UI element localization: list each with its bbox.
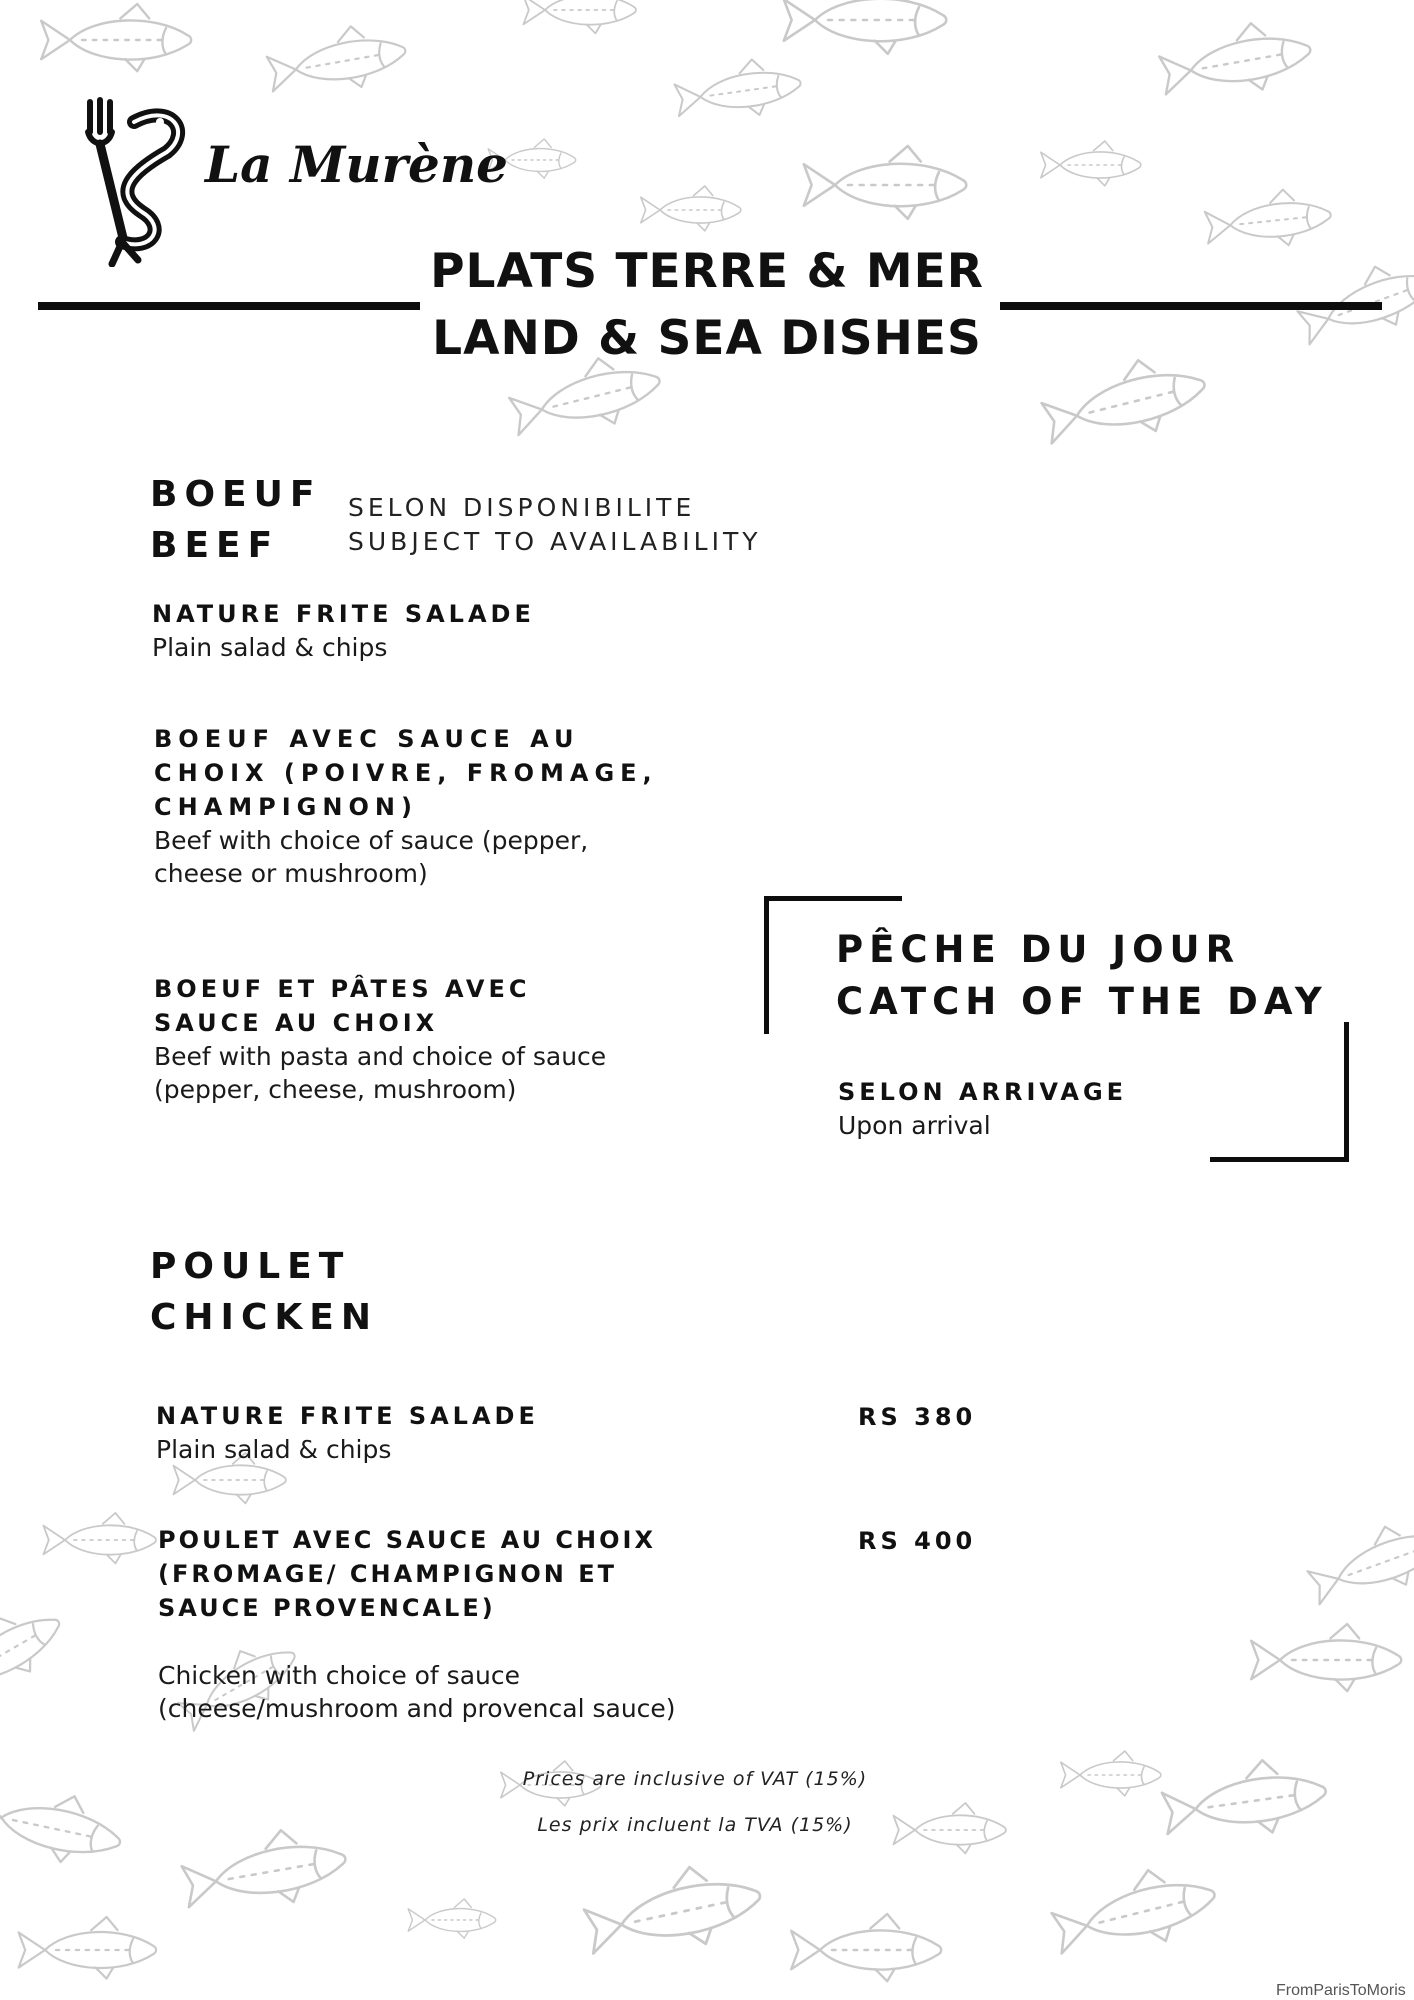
vat-note-fr: Les prix incluent la TVA (15%) (537, 1814, 853, 1836)
menu-item-catch (838, 1075, 1127, 1142)
beef-title-en: BEEF (150, 525, 280, 566)
menu-item-beef-pasta (154, 972, 674, 1106)
menu-item-beef-sauce (154, 722, 674, 890)
header-rule-left (38, 302, 420, 310)
header-rule-right (1000, 302, 1382, 310)
catch-frame-left (764, 896, 769, 1034)
catch-frame-bottom (1210, 1157, 1349, 1162)
beef-availability-en: SUBJECT TO AVAILABILITY (348, 527, 762, 556)
catch-frame-top (764, 896, 902, 901)
beef-title-fr: BOEUF (150, 474, 322, 515)
catch-title-en: CATCH OF THE DAY (836, 980, 1328, 1023)
menu-item-beef-plain (152, 597, 672, 664)
catch-frame-right (1344, 1022, 1349, 1162)
item-description: Beef with pasta and choice of sauce (pepper, cheese, mushroom) (154, 1042, 607, 1104)
eel-fork-logo-icon (72, 92, 212, 267)
brand-name: La Murène (205, 135, 508, 194)
item-description: Chicken with choice of sauce (cheese/mushroom and provencal sauce) (158, 1661, 676, 1723)
beef-availability-fr: SELON DISPONIBILITE (348, 493, 696, 522)
page-title-fr: PLATS TERRE & MER (430, 244, 984, 299)
item-description: Upon arrival (838, 1111, 991, 1140)
item-name: POULET AVEC SAUCE AU CHOIX (FROMAGE/ CHAMPIGNON ET SAUCE PROVENCALE) (158, 1526, 656, 1622)
chicken-title-fr: POULET (150, 1246, 351, 1287)
menu-item-chicken-sauce (158, 1523, 678, 1725)
vat-note-en: Prices are inclusive of VAT (15%) (522, 1768, 868, 1790)
credit-watermark: FromParisToMoris (1276, 1982, 1406, 1999)
catch-title-fr: PÊCHE DU JOUR (836, 928, 1241, 971)
page-title-en: LAND & SEA DISHES (432, 311, 982, 366)
item-description: Beef with choice of sauce (pepper, cheese or mushroom) (154, 826, 589, 888)
menu-item-chicken-plain (156, 1399, 676, 1466)
catch-of-the-day-title (836, 924, 1328, 1028)
item-name: BOEUF ET PÂTES AVEC SAUCE AU CHOIX (154, 975, 531, 1037)
item-name: NATURE FRITE SALADE (152, 600, 535, 628)
chicken-title-en: CHICKEN (150, 1297, 378, 1338)
item-description: Plain salad & chips (156, 1435, 392, 1464)
price-chicken-plain: RS 380 (858, 1403, 977, 1431)
item-name: BOEUF AVEC SAUCE AU CHOIX (POIVRE, FROMAGE, CHAMPIGNON) (154, 725, 658, 821)
price-chicken-sauce: RS 400 (858, 1527, 977, 1555)
item-name: SELON ARRIVAGE (838, 1078, 1128, 1106)
item-description: Plain salad & chips (152, 633, 388, 662)
item-name: NATURE FRITE SALADE (156, 1402, 539, 1430)
